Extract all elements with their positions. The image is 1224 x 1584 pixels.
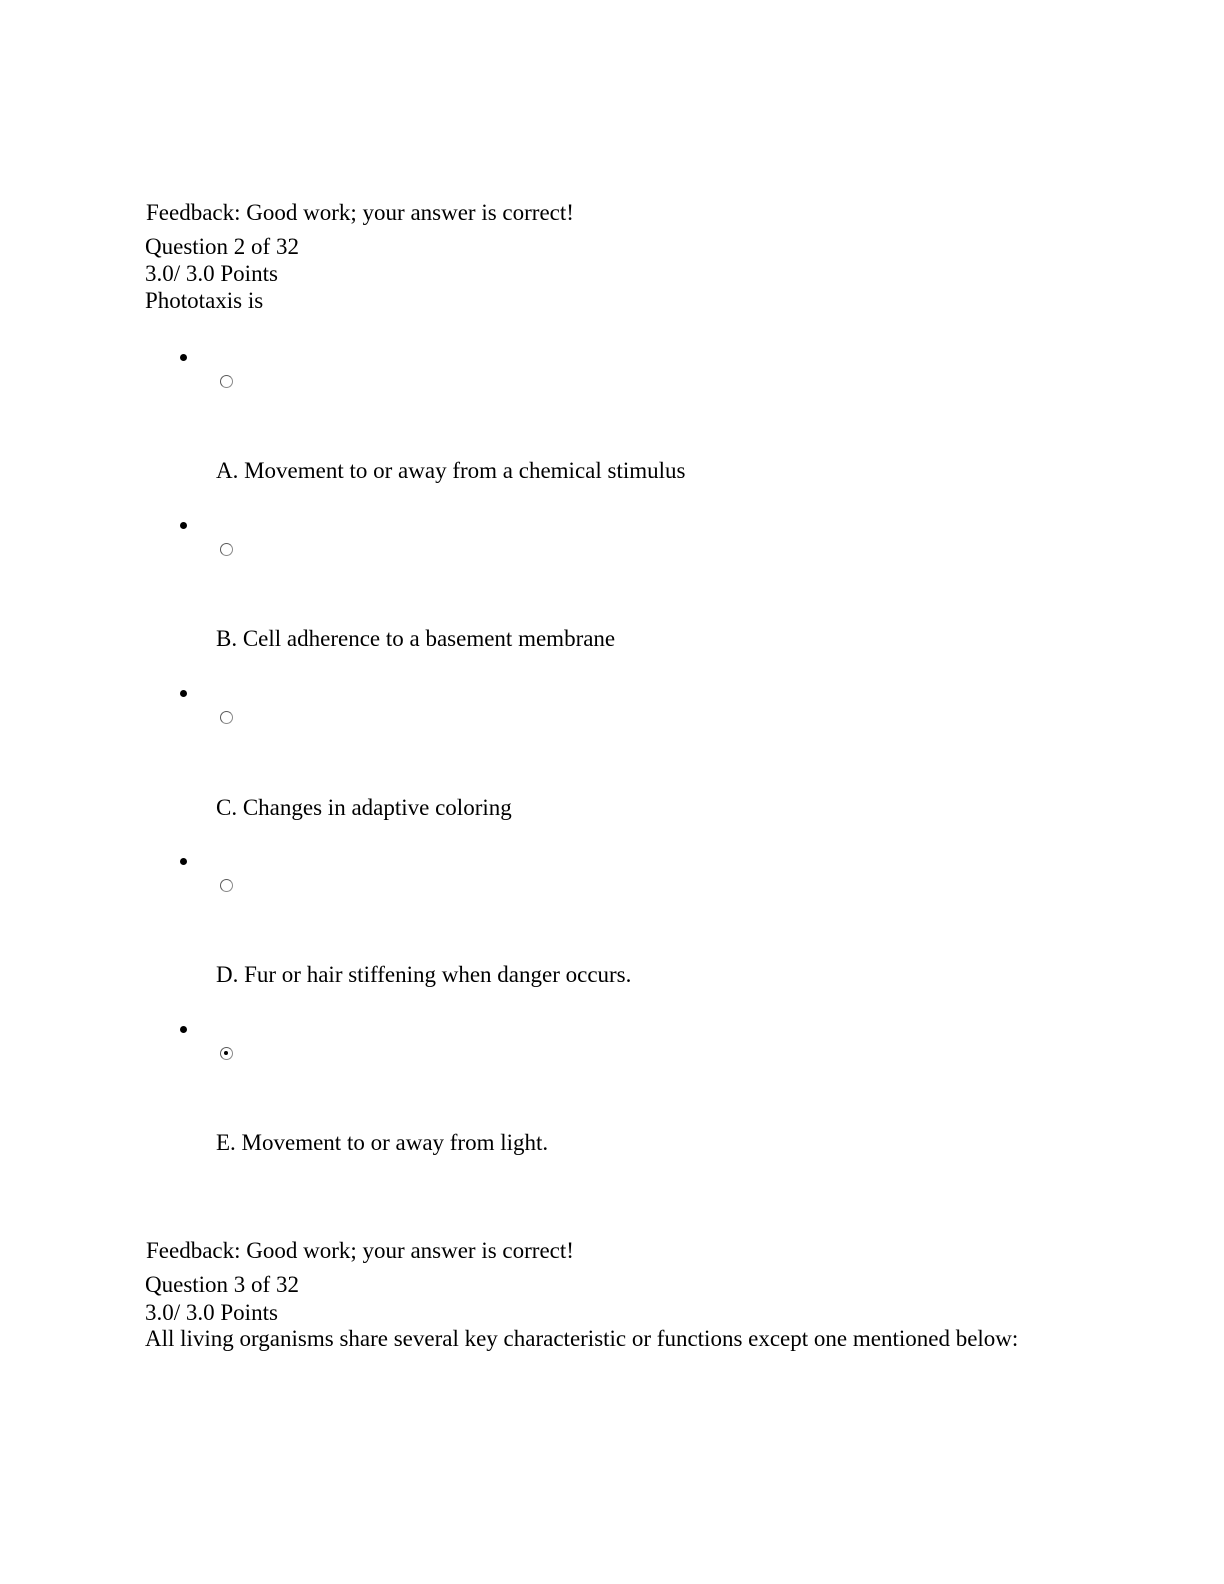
option-e-radio[interactable] [220,1047,233,1060]
option-a-radio[interactable] [220,375,233,388]
question-prompt: Phototaxis is [145,288,264,313]
option-b-label: B. Cell adherence to a basement membrane [216,626,616,651]
question-points: 3.0/ 3.0 Points [145,1300,278,1325]
question-points: 3.0/ 3.0 Points [145,261,278,286]
question-number: Question 2 of 32 [145,234,299,259]
option-e-label: E. Movement to or away from light. [216,1130,549,1155]
list-bullet [180,1026,187,1033]
question-number: Question 3 of 32 [145,1272,299,1297]
option-c-radio[interactable] [220,711,233,724]
list-bullet [180,690,187,697]
option-d-label: D. Fur or hair stiffening when danger occurs. [216,962,632,987]
option-d-radio[interactable] [220,879,233,892]
list-bullet [180,354,187,361]
feedback-text: Feedback: Good work; your answer is correct! [146,1238,574,1263]
option-c-label: C. Changes in adaptive coloring [216,795,512,820]
list-bullet [180,858,187,865]
option-a-label: A. Movement to or away from a chemical stimulus [216,458,686,483]
option-b-radio[interactable] [220,543,233,556]
question-prompt: All living organisms share several key characteristic or functions except one mentioned below: [145,1326,1019,1351]
radio-selected-dot [224,1051,228,1055]
list-bullet [180,522,187,529]
feedback-text: Feedback: Good work; your answer is correct! [146,200,574,225]
